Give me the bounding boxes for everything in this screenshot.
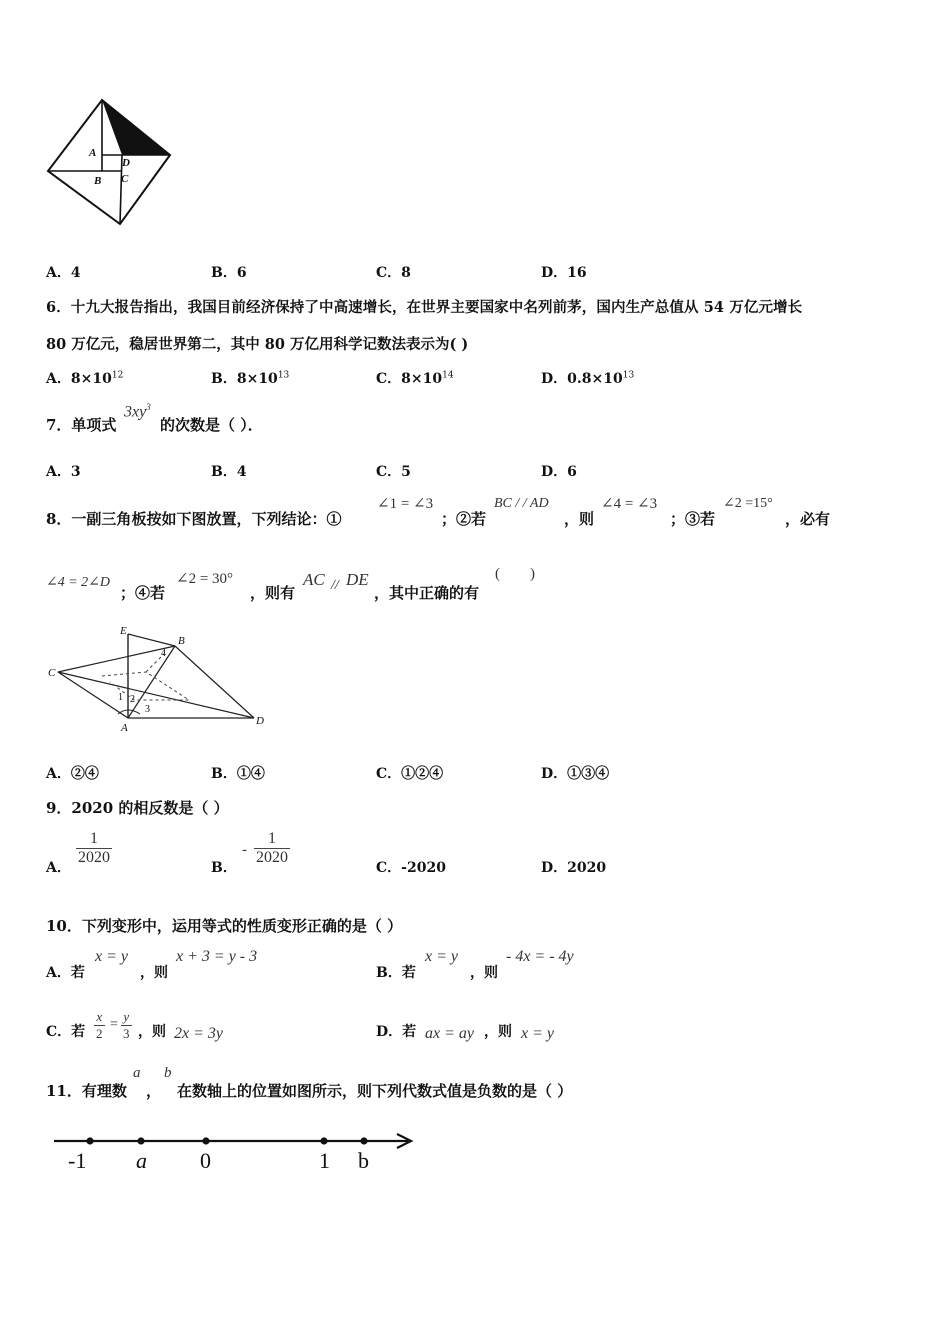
point-a bbox=[137, 1137, 144, 1144]
q7-option-b: B．4 bbox=[211, 464, 247, 480]
fraction-denominator: 3 bbox=[123, 1026, 130, 1041]
q5-label-b: B bbox=[94, 175, 102, 187]
q6-option-c: C．$8\times 10^{14}$ bbox=[376, 370, 454, 387]
point-zero bbox=[202, 1137, 209, 1144]
fraction-numerator: 1 bbox=[254, 830, 290, 849]
q8-paren: ( ) bbox=[495, 566, 535, 582]
q11-stem-part1: 11．有理数 bbox=[46, 1082, 127, 1100]
q9-option-b-sign: - bbox=[242, 842, 247, 858]
q8-label-3: 3 bbox=[145, 704, 150, 715]
q7-option-a: A．3 bbox=[46, 464, 81, 480]
q10-option-c-frac-x bbox=[94, 1009, 105, 1042]
q5-label-shade: 图(c) bbox=[128, 111, 147, 120]
q10-option-a-cond: x = y bbox=[95, 948, 128, 965]
q6-option-d: D．$0.8\times 10^{13}$ bbox=[541, 370, 635, 387]
q8-math-7a: AC bbox=[303, 570, 325, 589]
q8-label-a: A bbox=[121, 722, 128, 734]
tick-label-b: b bbox=[358, 1148, 369, 1173]
q7-expression: $3xy^3$ bbox=[124, 402, 151, 421]
point-one bbox=[320, 1137, 327, 1144]
q8-math-7b: // bbox=[331, 578, 339, 593]
q8-label-4: 4 bbox=[161, 648, 166, 659]
q8-label-b: B bbox=[178, 635, 185, 647]
q6-option-b: B．$8\times 10^{13}$ bbox=[211, 370, 290, 387]
q8-math-5: ∠4 = 2∠D bbox=[46, 575, 111, 590]
q11-var-b: b bbox=[164, 1065, 172, 1081]
tick-label-zero: 0 bbox=[200, 1148, 211, 1173]
q8-stem-part3: ，则 bbox=[564, 510, 595, 528]
q10-option-c-frac-y bbox=[121, 1009, 132, 1042]
q8-line-ab bbox=[128, 646, 175, 718]
q10-option-d-letter: D．若 bbox=[376, 1024, 417, 1040]
q8-stem-part8: ，其中正确的有 bbox=[374, 584, 480, 602]
q7-suffix: 的次数是（ ）． bbox=[160, 416, 263, 434]
q8-math-2: BC / / AD bbox=[494, 496, 549, 511]
q9-option-d: D．2020 bbox=[541, 860, 607, 876]
q11-comma: ， bbox=[146, 1082, 162, 1100]
tick-label-one: 1 bbox=[319, 1148, 330, 1173]
q8-stem-part5: ，必有 bbox=[785, 510, 831, 528]
point-b bbox=[360, 1137, 367, 1144]
q10-option-d-cond: ax = ay bbox=[425, 1025, 474, 1042]
q10-option-a-letter: A．若 bbox=[46, 965, 85, 981]
q5-option-b: B．6 bbox=[211, 265, 247, 281]
q8-line-eb bbox=[128, 634, 175, 646]
q10-stem: 10．下列变形中，运用等式的性质变形正确的是（ ） bbox=[46, 917, 403, 935]
fraction-denominator: 2 bbox=[96, 1026, 103, 1041]
q9-option-a-fraction bbox=[76, 830, 112, 867]
q8-option-d: D．①③④ bbox=[541, 766, 610, 782]
q8-label-c: C bbox=[48, 667, 56, 679]
q8-math-6: ∠2 = 30° bbox=[176, 571, 234, 587]
q10-option-b-then: ，则 bbox=[470, 965, 498, 981]
q8-math-3: ∠4 = ∠3 bbox=[601, 496, 658, 512]
q10-option-b-result: - 4x = - 4y bbox=[506, 948, 574, 965]
q8-math-1: ∠1 = ∠3 bbox=[377, 496, 434, 512]
fraction-numerator: x bbox=[94, 1009, 105, 1026]
q8-figure bbox=[44, 622, 269, 734]
fraction-numerator: y bbox=[121, 1009, 132, 1026]
q9-option-b-letter: B． bbox=[211, 860, 237, 876]
q8-label-e: E bbox=[120, 625, 127, 637]
q8-line-ad-top bbox=[175, 646, 254, 718]
q8-math-4: ∠2 =15° bbox=[723, 496, 773, 511]
fraction-denominator: 2020 bbox=[78, 849, 110, 866]
q6-stem-line1: 6．十九大报告指出，我国目前经济保持了中高速增长，在世界主要国家中名列前茅，国内生产总值从 54 万亿元增长 bbox=[46, 299, 803, 316]
q8-math-7c: DE bbox=[346, 570, 369, 589]
q8-stem-part2: ；②若 bbox=[441, 510, 487, 528]
q7-option-d: D．6 bbox=[541, 464, 577, 480]
q8-option-c: C．①②④ bbox=[376, 766, 444, 782]
q10-option-b-cond: x = y bbox=[425, 948, 458, 965]
q8-label-2: 2 bbox=[130, 694, 135, 705]
q8-stem-part6: ；④若 bbox=[120, 584, 166, 602]
q8-option-a: A．②④ bbox=[46, 766, 99, 782]
q5-option-d: D．16 bbox=[541, 265, 587, 281]
q9-option-c: C．-2020 bbox=[376, 860, 446, 876]
q8-stem-part7: ，则有 bbox=[250, 584, 296, 602]
fraction-denominator: 2020 bbox=[256, 849, 288, 866]
q6-stem-line2: 80 万亿元，稳居世界第二，其中 80 万亿用科学记数法表示为( ) bbox=[46, 336, 469, 353]
q7-option-c: C．5 bbox=[376, 464, 411, 480]
q5-option-c: C．8 bbox=[376, 265, 411, 281]
q5-option-a: A．4 bbox=[46, 265, 81, 281]
q11-number-line bbox=[52, 1126, 422, 1176]
point-minus-one bbox=[86, 1137, 93, 1144]
q11-stem-part2: 在数轴上的位置如图所示，则下列代数式值是负数的是（ ） bbox=[177, 1082, 573, 1100]
q10-option-d-then: ，则 bbox=[484, 1024, 512, 1040]
q5-label-c: C bbox=[121, 173, 129, 185]
q8-line-ce bbox=[58, 646, 175, 672]
q10-option-a-result: x + 3 = y - 3 bbox=[176, 948, 258, 965]
tick-label-a: a bbox=[136, 1148, 147, 1173]
q8-label-d: D bbox=[256, 715, 264, 727]
q10-option-a-then: ，则 bbox=[140, 965, 168, 981]
q10-option-c-eq: = bbox=[110, 1017, 118, 1032]
q7-prefix: 7．单项式 bbox=[46, 416, 117, 434]
q10-option-c-result: 2x = 3y bbox=[174, 1025, 223, 1042]
q8-label-1: 1 bbox=[118, 692, 123, 703]
q10-option-c-then: ，则 bbox=[138, 1024, 166, 1040]
q5-label-d: D bbox=[122, 157, 130, 169]
q10-option-b-letter: B．若 bbox=[376, 965, 416, 981]
q8-stem-part4: ；③若 bbox=[670, 510, 716, 528]
q9-option-b-fraction bbox=[254, 830, 290, 867]
q8-stem-part1: 8．一副三角板按如下图放置，下列结论：① bbox=[46, 510, 342, 528]
q5-figure bbox=[44, 98, 174, 228]
tick-label-minus-one: -1 bbox=[68, 1148, 87, 1173]
q9-option-a-letter: A． bbox=[46, 860, 71, 876]
q8-option-b: B．①④ bbox=[211, 766, 265, 782]
q10-option-c-letter: C．若 bbox=[46, 1024, 86, 1040]
q9-stem: 9．2020 的相反数是（ ） bbox=[46, 799, 229, 817]
q11-var-a: a bbox=[133, 1065, 141, 1081]
q8-dashed-shape bbox=[102, 672, 189, 700]
q6-option-a: A．$8\times 10^{12}$ bbox=[46, 370, 124, 387]
q10-option-d-result: x = y bbox=[521, 1025, 554, 1042]
fraction-numerator: 1 bbox=[76, 830, 112, 849]
q5-label-a: A bbox=[89, 147, 97, 159]
